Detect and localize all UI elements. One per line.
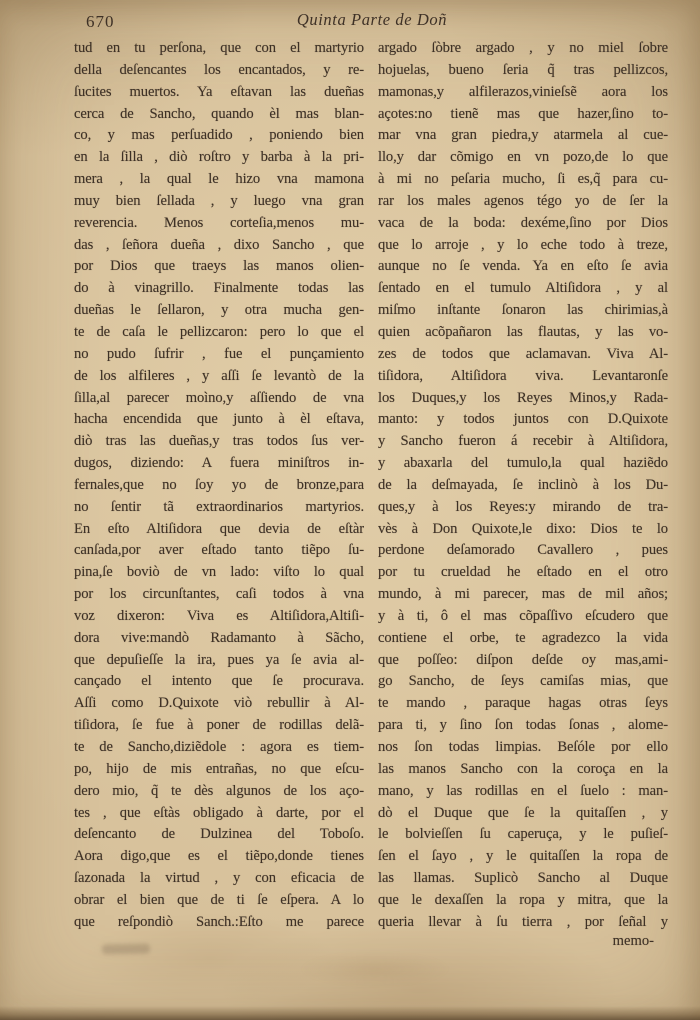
text-line: quien acõpañaron las flautas, y las vo-	[378, 323, 668, 340]
text-line: dora vive:mandò Radamanto à Sãcho,	[74, 629, 364, 646]
text-line: ques,y à los Reyes:y mirando de tra-	[378, 498, 668, 515]
text-line: ſen el ſayo , y le quitaſſen la ropa de	[378, 848, 668, 865]
text-line: te mando , paraque hagas otras ſeys	[378, 695, 668, 712]
text-line: ſazonada la virtud , y con eficacia de	[74, 870, 364, 887]
text-line: argado ſòbre argado , y no miel ſobre	[378, 40, 668, 56]
text-line: no pudo ſufrir , fue el punçamiento	[74, 345, 364, 362]
text-line: tud en tu perſona, que con el martyrio	[74, 40, 364, 56]
text-line: dò el Duque que ſe la quitaſſen , y	[378, 804, 668, 821]
text-line: co, y mas perſuadido , poniendo bien	[74, 127, 364, 144]
text-line: zes de todos que aclamavan. Viva Al-	[378, 345, 668, 362]
text-line: que poſſeo: diſpon deſde oy mas,ami-	[378, 651, 668, 668]
text-line: fernales,que no ſoy yo de bronze,para	[74, 476, 364, 493]
text-line: deſencanto de Dulzinea del Toboſo.	[74, 826, 364, 843]
text-line: tiſidora, ſe fue à poner de rodillas delã-	[74, 717, 364, 734]
text-line: mano, y las rodillas en el ſuelo : man-	[378, 782, 668, 799]
page-number: 670	[86, 12, 115, 31]
text-line: mamonas,y alfilerazos,vinieſsẽ aora los	[378, 83, 668, 100]
text-line: della deſencantes los encantados, y re-	[74, 61, 364, 78]
text-line: las llamas. Suplicò Sancho al Duque	[378, 870, 668, 887]
text-line: te de caſa le pellizcaron: pero lo que el	[74, 323, 364, 340]
text-line: llo,y dar cõmigo en vn pozo,de lo que	[378, 149, 668, 166]
text-line: por tu crueldad he eſtado en el otro	[378, 564, 668, 581]
text-line: que depuſieſſe la ira, pues ya ſe avia al-	[74, 651, 364, 668]
paper-stain	[300, 952, 450, 986]
text-line: do à vinagrillo. Finalmente todas las	[74, 280, 364, 297]
text-line: queria llevar à ſu tierra , por ſeñal y	[378, 913, 668, 930]
text-line: ſentado en el tumulo Altiſidora , y al	[378, 280, 668, 297]
text-line: muy bien ſellada , y luego vna gran	[74, 192, 364, 209]
text-line: hojuelas, bueno ſeria q̃ tras pellizcos,	[378, 61, 668, 78]
text-line: miſmo inſtante ſonaron las chirimias,à	[378, 302, 668, 319]
text-line: y abaxarla del tumulo,la qual haziẽdo	[378, 455, 668, 472]
text-line: dero mio, q̃ te dès algunos de los aço-	[74, 782, 364, 799]
text-line: reverencia. Menos corteſia,menos mu-	[74, 214, 364, 231]
text-line: voz dixeron: Viva es Altiſidora,Altiſi-	[74, 607, 364, 624]
text-line: vaca de la boda: dexéme,ſino por Dios	[378, 214, 668, 231]
text-line: mera , la qual le hizo vna mamona	[74, 171, 364, 188]
text-line: y Sancho fueron á recebir à Altiſidora,	[378, 433, 668, 450]
text-line: po, hijo de mis entrañas, no que eſcu-	[74, 760, 364, 777]
text-line: cerca de Sancho, quando èl mas blan-	[74, 105, 364, 122]
text-line: nos ſon todas limpias. Beſóle por ello	[378, 739, 668, 755]
text-column-left	[74, 38, 364, 938]
catchword: memo-	[612, 933, 654, 949]
text-line: que le dexaſſen la ropa y mitra, que la	[378, 891, 668, 908]
text-line: Aora digo,que es el tiẽpo,donde tienes	[74, 848, 364, 865]
text-line: las manos Sancho con la coroça en la	[378, 760, 668, 777]
text-line: à mi no peſaria mucho, ſi es,q̃ para cu-	[378, 171, 668, 188]
text-line: pina,ſe boviò de vn lado: viſto lo qual	[74, 564, 364, 581]
text-line: y à ti, ô el mas cõpaſſivo eſcudero que	[378, 607, 668, 624]
text-line: para ti, y ſino ſon todas ſonas , alome-	[378, 717, 668, 734]
page-bottom-edge-shadow	[0, 1006, 700, 1020]
text-line: tiſidora, Altiſidora viva. Levantaronſe	[378, 367, 668, 384]
text-line: Aſſi como D.Quixote viò rebullir à Al-	[74, 695, 364, 712]
text-line: das , ſeñora dueña , dixo Sancho , que	[74, 236, 364, 253]
text-line: aunque no ſe venda. Ya en eſto ſe avia	[378, 258, 668, 275]
text-line: En eſto Altiſidora que devia de eſtàr	[74, 520, 364, 537]
text-line: que lo arroje , y lo eche todo à treze,	[378, 236, 668, 253]
text-line: cançado el intento que ſe procurava.	[74, 673, 364, 690]
text-line: dueñas le ſellaron, y otra mucha gen-	[74, 302, 364, 319]
text-line: hacha encendida que junto à èl eſtava,	[74, 411, 364, 428]
text-line: no ſentir tã extraordinarios martyrios.	[74, 498, 364, 515]
text-line: le bolvieſſen ſu caperuça, y le puſieſ-	[378, 826, 668, 843]
text-line: que reſpondiò Sanch.:Eſto me parece	[74, 913, 364, 930]
text-line: tes , que eſtàs obligado à darte, por el	[74, 804, 364, 821]
text-line: mar vna gran piedra,y atarmela al cue-	[378, 127, 668, 144]
text-line: por Dios que traeys las manos olien-	[74, 258, 364, 275]
text-line: rar los males agenos tégo yo de ſer la	[378, 192, 668, 209]
text-line: ſilla,al parecer moìno,y aſſiendo de vna	[74, 389, 364, 406]
ink-smudge	[102, 944, 150, 955]
text-line: manto: y todos juntos con D.Quixote	[378, 411, 668, 428]
text-line: diò tras las dueñas,y tras todos ſus ver-	[74, 433, 364, 450]
text-line: mundo, à mi parecer, mas de mil años;	[378, 586, 668, 603]
text-line: en la ſilla , diò roſtro y barba à la pri-	[74, 149, 364, 166]
text-line: dugos, diziendo: A fuera miniſtros in-	[74, 455, 364, 472]
text-line: contiene el orbe, te agradezco la vida	[378, 629, 668, 646]
text-line: de la deſmayada, ſe inclinò à los Du-	[378, 476, 668, 493]
text-line: go Sancho, de ſeys camiſas mias, que	[378, 673, 668, 690]
text-line: vès à Don Quixote,le dixo: Dios te lo	[378, 520, 668, 537]
running-title: Quinta Parte de Doñ	[296, 10, 448, 29]
text-column-right	[378, 38, 668, 938]
text-line: por los circunſtantes, caſi todos à vna	[74, 586, 364, 603]
text-line: ſucites muertos. Ya eſtavan las dueñas	[74, 83, 364, 100]
text-line: te de Sancho,diziẽdole : agora es tiem-	[74, 739, 364, 755]
text-line: de los alfileres , y aſſi ſe levantò de la	[74, 367, 364, 384]
text-line: canſada,por aver eſtado tanto tiẽpo ſu-	[74, 542, 364, 559]
text-line: açotes:no tienẽ mas que hazer,ſino to-	[378, 105, 668, 122]
text-line: los Duques,y los Reyes Minos,y Rada-	[378, 389, 668, 406]
text-line: perdone deſamorado Cavallero , pues	[378, 542, 668, 559]
text-line: obrar el bien que de ti ſe eſpera. A lo	[74, 891, 364, 908]
